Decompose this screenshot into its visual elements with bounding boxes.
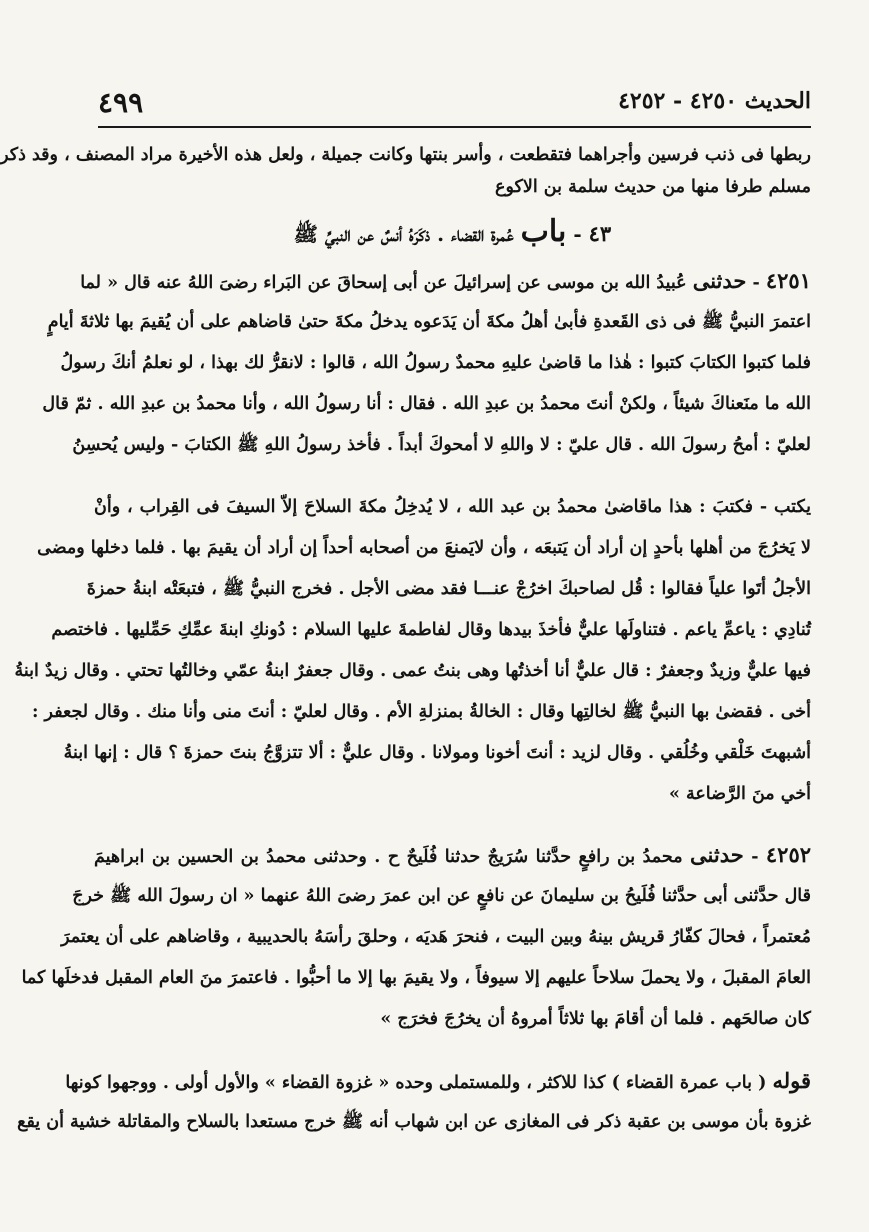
hadith-4252-line (94, 840, 811, 872)
hadith-4251-line: الأجلُ أتَوا علياً فقالوا : قُل لصاحبكَ اخرُجْ عنـــا فقد مضى الأجل . فخرج النبيُّ ﷺ ، فتبعَتْه ابنةُ حمزةَ (86, 579, 811, 599)
hadith-text: محمدُ بن رافعٍ حدَّثنا سُرَيجٌ حدثنا فُلَيحٌ ح . وحدثنى محمدُ بن الحسين بن ابراهيمَ (94, 847, 683, 867)
hadith-4252-line: مُعتمراً ، فحالَ كفّارُ قريش بينهُ وبين البيت ، فنحرَ هَديَه ، وحلقَ رأسَهُ بالحديبية ، وقاضاهم على أن يعتمرَ (61, 927, 811, 947)
commentary-line (65, 1066, 811, 1098)
hadith-4251-line: اعتمرَ النبيُّ ﷺ فى ذى القَعدةِ فأبىٰ أهلُ مكةَ أن يَدَعوه يدخلُ مكةَ حتىٰ قاضاهم على أن يُقيمَ بها ثلاثةَ أيامٍ (47, 312, 811, 332)
chapter-heading (94, 214, 811, 254)
intro-line: مسلم طرفا منها من حديث سلمة بن الاكوع (495, 177, 811, 197)
hadith-4251-line: أخي منَ الرَّضاعة » (668, 784, 811, 804)
running-title: الحديث ٤٢٥٠ - ٤٢٥٢ (618, 88, 811, 114)
hadith-number: ٤٢٥٢ (765, 842, 812, 867)
hadith-dash: - (752, 273, 760, 293)
header-rule (98, 126, 811, 128)
hadith-4251-line (80, 266, 811, 298)
intro-line: ربطها فى ذنب فرسين وأجراهما فتقطعت ، وأسر بنتها وكانت جميلة ، ولعل هذه الأخيرة مراد المصنف ، وقد ذكر (0, 145, 811, 165)
chapter-bab-label: باب (520, 214, 567, 249)
commentary-line: غزوة بأن موسى بن عقبة ذكر فى المغازى عن ابن شهاب أنه ﷺ خرج مستعدا بالسلاح والمقاتلة خشية أن يقع (17, 1112, 811, 1132)
hadith-opening: حدثنى (692, 268, 747, 293)
hadith-dash: - (751, 847, 759, 867)
hadith-number: ٤٢٥١ (765, 268, 811, 293)
commentary-text: ( باب عمرة القضاء ) كذا للاكثر ، وللمستملى وحده « غزوة القضاء » والأول أولى . ووجهوا كونها (65, 1073, 767, 1093)
hadith-4251-line: يكتب - فكتبَ : هذا ماقاضىٰ محمدُ بن عبد الله ، لا يُدخِلُ مكةَ السلاحَ إلاّ السيفَ فى القِراب ، وأنْ (94, 497, 811, 517)
hadith-4251-line: فيها عليٌّ وزيدٌ وجعفرٌ : قال عليٌّ أنا أخذتُها وهى بنتُ عمى . وقال جعفرٌ ابنةُ عمّي وخالتُها تحتي . وقال زيدٌ ابنةُ (14, 661, 811, 681)
hadith-4251-line: أخى . فقضىٰ بها النبيُّ ﷺ لخالتِها وقال : الخالةُ بمنزلةِ الأم . وقال لعليّ : أنتَ منى وأنا منك . وقال لجعفر : (31, 702, 811, 722)
hadith-opening: حدثنى (690, 842, 744, 867)
hadith-text: عُبيدُ الله بن موسى عن إسرائيلَ عن أبى إسحاقَ عن البَراء رضىَ اللهُ عنه قال « لما (80, 273, 687, 293)
chapter-number: ٤٣ (588, 221, 612, 246)
document-page (2, 0, 869, 1232)
page-number: ٤٩٩ (98, 86, 144, 119)
hadith-4252-line: كان صالحَهم . فلما أن أقامَ بها ثلاثاً أمروهُ أن يخرُجَ فخرَج » (380, 1009, 811, 1029)
hadith-4251-line: أشبهتَ خَلْقي وخُلُقي . وقال لزيد : أنتَ أخونا ومولانا . وقال عليٌّ : ألا تتزوَّجُ بنتَ حمزةَ ؟ قال : إنها ابنةُ (63, 743, 811, 763)
commentary-opening: قوله (772, 1068, 811, 1093)
hadith-4251-line: لا يَخرُجَ من أهلها بأحدٍ إن أراد أن يَتبعَه ، وأن لايَمنعَ من أصحابه أحداً إن أراد أن يقيمَ بها . فلما دخلها ومضى (37, 538, 811, 558)
hadith-4252-line: قال حدَّثنى أبى حدَّثنا فُلَيحُ بن سليمانَ عن نافعٍ عن ابن عمرَ رضىَ اللهُ عنهما « ان رسولَ الله ﷺ خرجَ (72, 886, 811, 906)
hadith-4251-line: الله ما منَعناكَ شيئاً ، ولكنْ أنتَ محمدُ بن عبدِ الله . فقال : أنا رسولُ الله ، وأنا محمدُ بن عبدِ الله . ثمّ قال (42, 394, 811, 414)
hadith-4251-line: فلما كتبوا الكتابَ كتبوا : هٰذا ما قاضىٰ عليهِ محمدٌ رسولُ الله ، قالوا : لانقرُّ لك بهذا ، لو نعلمُ أنكَ رسولُ (60, 353, 811, 373)
chapter-title: عُمرة القضاء . ذكَرَهُ أنسٌ عن النبيِّ ﷺ (293, 222, 514, 246)
hadith-4252-line: العامَ المقبلَ ، ولا يحملَ سلاحاً عليهم إلا سيوفاً ، ولا يقيمَ بها إلا ما أحبُّوا . فاعتمرَ منَ العام المقبل فدخلَها كما (21, 968, 811, 988)
hadith-4251-line: لعليّ : أمحُ رسولَ الله . قال عليّ : لا واللهِ لا أمحوكَ أبداً . فأخذ رسولُ اللهِ ﷺ الكتابَ - وليس يُحسِنُ (72, 435, 811, 455)
hadith-4251-line: تُنادِي : ياعمِّ ياعم . فتناولَها عليٌّ فأخذَ بيدها وقال لفاطمةَ عليها السلام : دُونكِ ابنةَ عمِّكِ حَمِّليها . فاختصم (51, 620, 811, 640)
chapter-dash: - (573, 222, 582, 246)
page-header (98, 86, 811, 126)
